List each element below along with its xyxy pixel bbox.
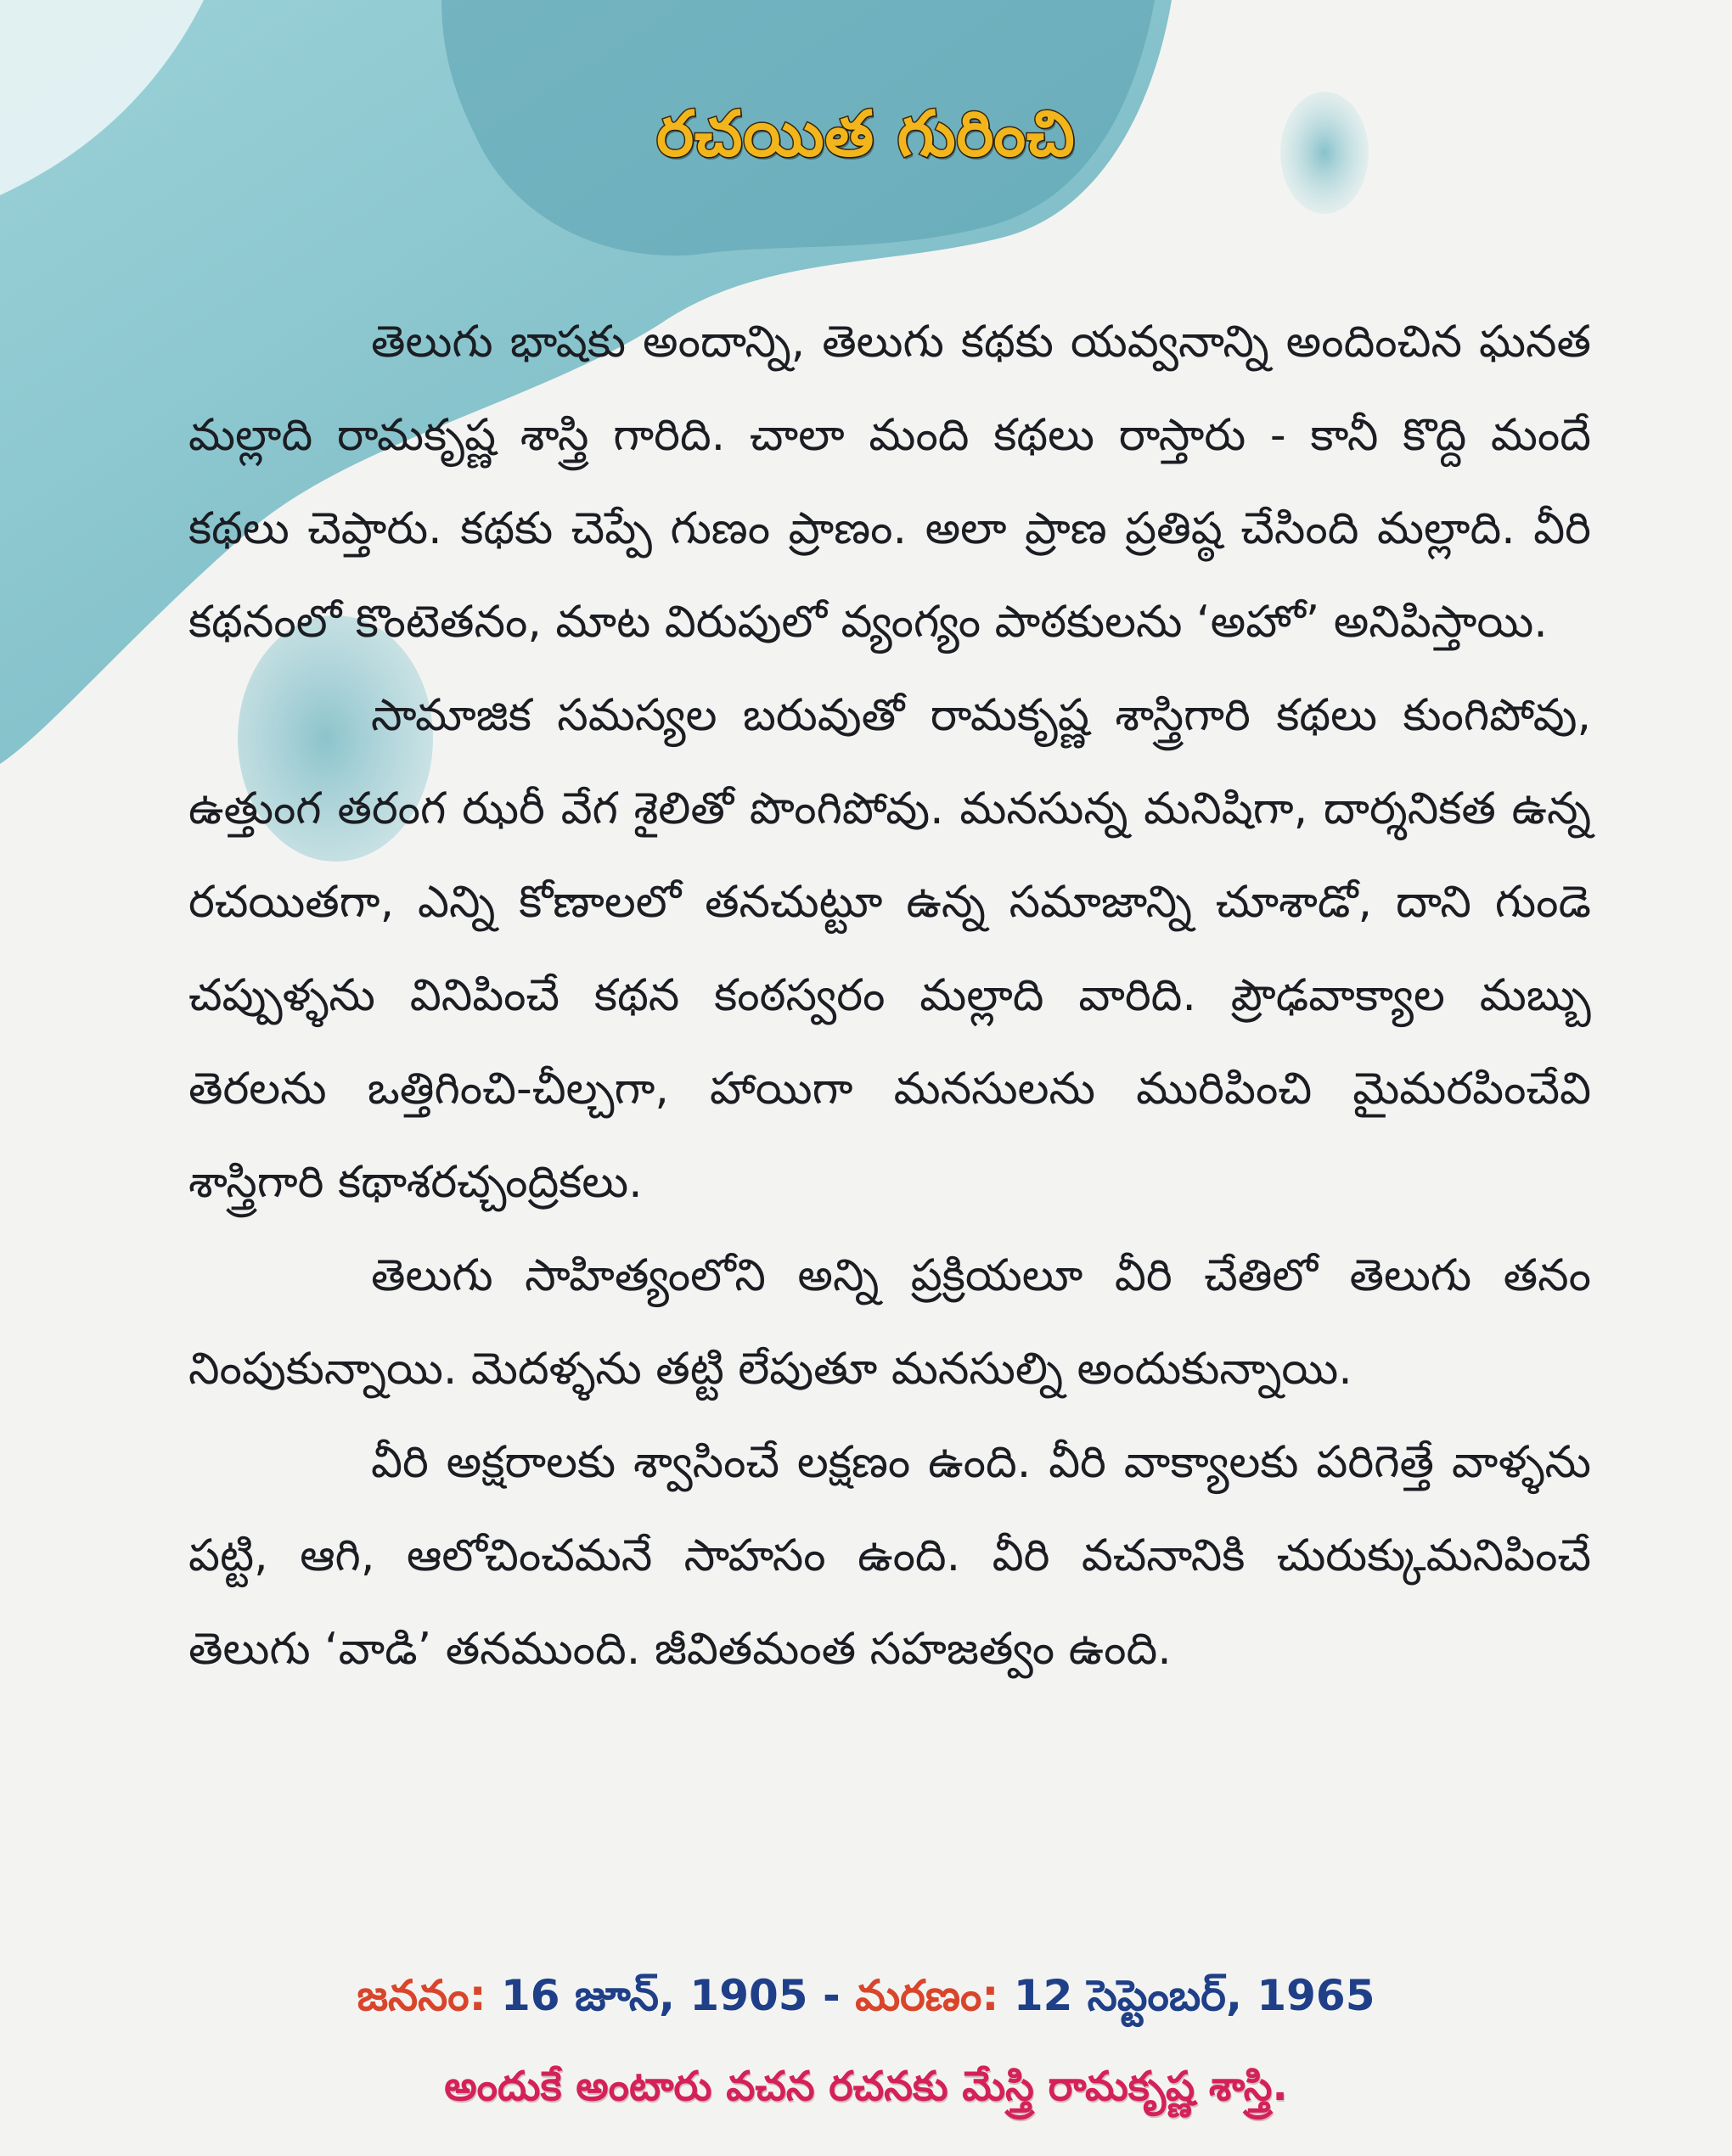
birth-label: జననం: bbox=[357, 1971, 486, 2020]
date-separator: - bbox=[823, 1971, 841, 2020]
paragraph: తెలుగు భాషకు అందాన్ని, తెలుగు కథకు యవ్వనాన్ని అందించిన ఘనత మల్లాది రామకృష్ణ శాస్త్రి గారిది. చాలా మంది కథలు రాస్తారు - కానీ కొద్ది మందే కథలు చెప్తారు. కథకు చెప్పే గుణం ప్రాణం. అలా ప్రాణ ప్రతిష్ఠ చేసింది మల్లాది. వీరి కథనంలో కొంటెతనం, మాట విరుపులో వ్యంగ్యం పాఠకులను ‘అహో’ అనిపిస్తాయి. bbox=[188, 317, 1591, 648]
birth-date: 16 జూన్, 1905 bbox=[501, 1971, 808, 2020]
paragraph: తెలుగు సాహిత్యంలోని అన్ని ప్రక్రియలూ వీరి చేతిలో తెలుగు తనం నింపుకున్నాయి. మెదళ్ళను తట్టి లేపుతూ మనసుల్ని అందుకున్నాయి. bbox=[188, 1250, 1591, 1395]
paragraph: వీరి అక్షరాలకు శ్వాసించే లక్షణం ఉంది. వీరి వాక్యాలకు పరిగెత్తే వాళ్ళను పట్టి, ఆగి, ఆలోచించమనే సాహసం ఉంది. వీరి వచనానికి చురుక్కుమనిపించే తెలుగు ‘వాడి’ తనముంది. జీవితమంత సహజత్వం ఉంది. bbox=[188, 1437, 1591, 1675]
death-label: మరణం: bbox=[855, 1971, 999, 2020]
body-text bbox=[188, 295, 1591, 1696]
paragraph: సామాజిక సమస్యల బరువుతో రామకృష్ణ శాస్త్రిగారి కథలు కుంగిపోవు, ఉత్తుంగ తరంగ ఝరీ వేగ శైలితో పొంగిపోవు. మనసున్న మనిషిగా, దార్శనికత ఉన్న రచయితగా, ఎన్ని కోణాలలో తనచుట్టూ ఉన్న సమాజాన్ని చూశాడో, దాని గుండె చప్పుళ్ళను వినిపించే కథన కంఠస్వరం మల్లాది వారిది. ప్రౌఢవాక్యాల మబ్బు తెరలను ఒత్తిగించి-చీల్చగా, హాయిగా మనసులను మురిపించి మైమరపించేవి శాస్త్రిగారి కథాశరచ్చంద్రికలు. bbox=[188, 690, 1591, 1208]
death-date: 12 సెప్టెంబర్, 1965 bbox=[1013, 1971, 1375, 2020]
page-title: రచయిత గురించి bbox=[656, 98, 1076, 171]
life-dates bbox=[0, 1971, 1732, 2031]
tagline: అందుకే అంటారు వచన రచనకు మేస్త్రి రామకృష్ణ శాస్త్రి. bbox=[444, 2063, 1288, 2110]
